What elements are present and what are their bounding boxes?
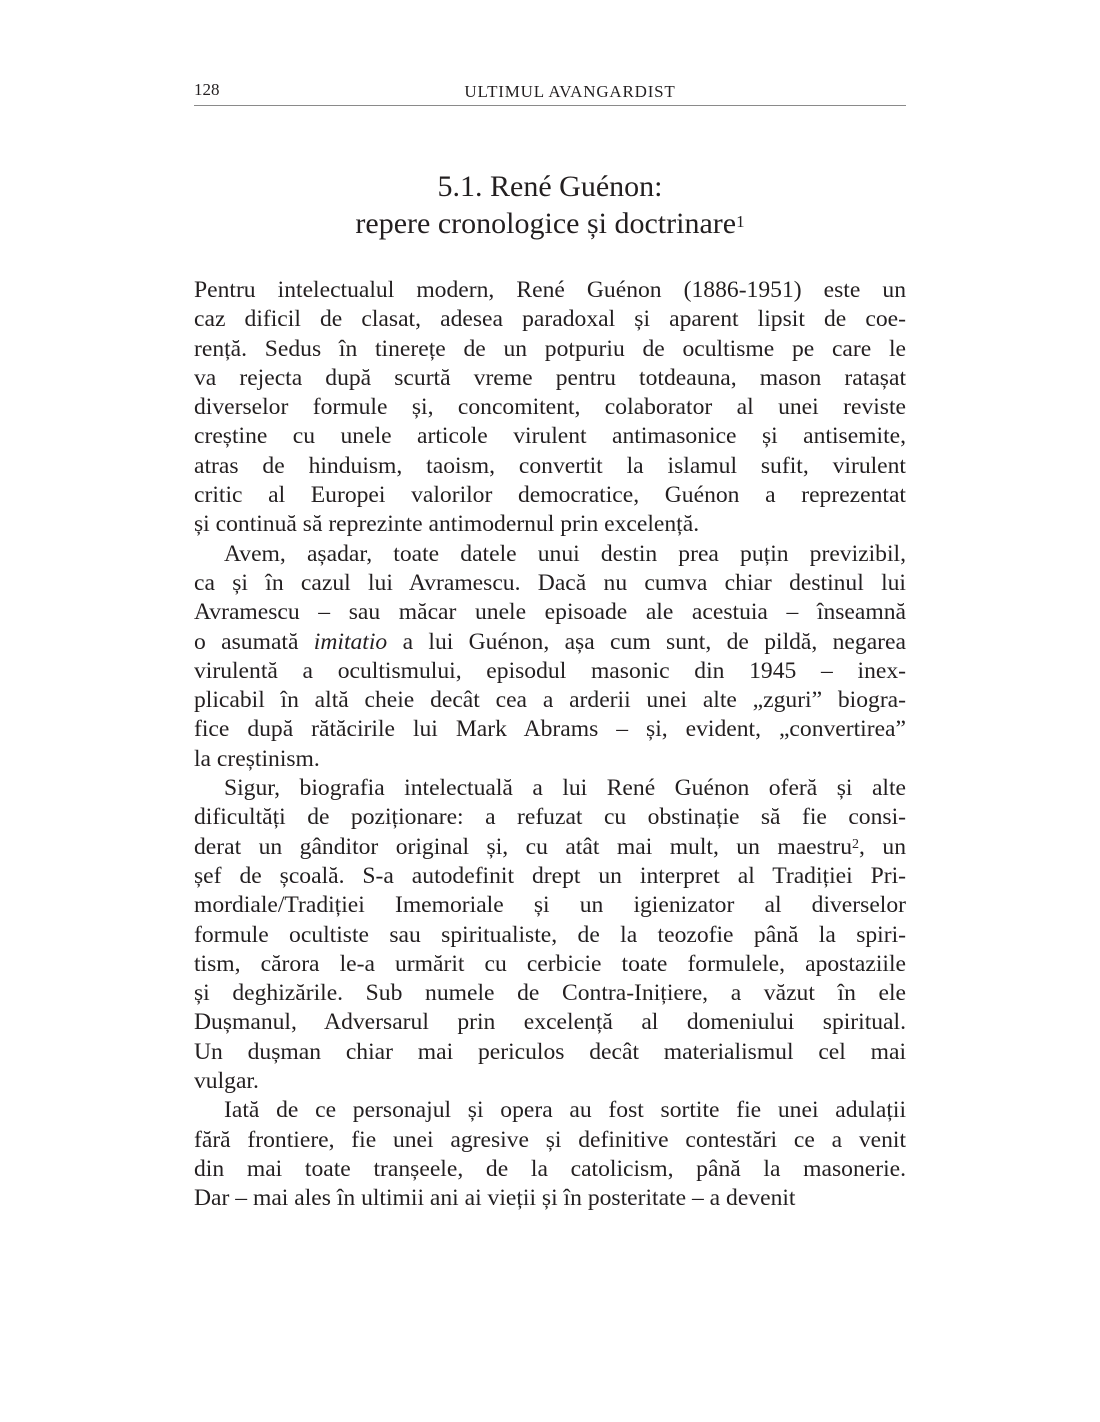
- text-line: plicabil în altă cheie decât cea a arderii unei alte „zguri” biogra-: [194, 687, 906, 714]
- body-text: [194, 276, 906, 1214]
- text-line: fără frontiere, fie unei agresive și definitive contestări ce a venit: [194, 1126, 906, 1153]
- text-line: caz dificil de clasat, adesea paradoxal și aparent lipsit de coe-: [194, 306, 906, 333]
- text-line: derat un gânditor original și, cu atât mai mult, un maestru$^2$, un: [194, 833, 906, 860]
- paragraph: [194, 540, 906, 774]
- page-number: 128: [194, 80, 220, 99]
- header-rule: [194, 105, 906, 106]
- text-line: Iată de ce personajul și opera au fost sortite fie unei adulații: [224, 1097, 906, 1124]
- text-line: mordiale/Tradiției Imemoriale și un igienizator al diverselor: [194, 892, 906, 919]
- text-line: Un dușman chiar mai periculos decât materialismul cel mai: [194, 1038, 906, 1065]
- text-line: creștine cu unele articole virulent antimasonice și antisemite,: [194, 423, 906, 450]
- text-line: Pentru intelectualul modern, René Guénon (1886-1951) este un: [194, 277, 906, 303]
- text-line: fice după rătăcirile lui Mark Abrams – și, evident, „convertirea”: [194, 716, 906, 743]
- section-title-line-2: repere cronologice și doctrinare$^1$: [355, 207, 745, 240]
- text-line: din mai toate tranșeele, de la catolicism, până la masonerie.: [194, 1155, 906, 1182]
- footnote-ref-2[interactable]: 2: [852, 836, 860, 852]
- text-line: Dar – mai ales în ultimii ani ai vieții și în posteritate – a devenit: [194, 1185, 796, 1212]
- text-line: dificultăți de poziționare: a refuzat cu obstinație să fie consi-: [194, 804, 906, 831]
- running-title: ULTIMUL AVANGARDIST: [464, 82, 676, 101]
- text-line: tism, cărora le-a urmărit cu cerbicie toate formulele, apostaziile: [194, 950, 906, 977]
- section-title-line-1: 5.1. René Guénon:: [437, 170, 663, 203]
- paragraph: [194, 1096, 906, 1213]
- text-line: rență. Sedus în tinerețe de un potpuriu de ocultisme pe care le: [194, 335, 906, 362]
- section-title: [194, 168, 906, 242]
- text-line: va rejecta după scurtă vreme pentru totdeauna, mason ratașat: [194, 364, 906, 391]
- text-line: formule ocultiste sau spiritualiste, de la teozofie până la spiri-: [194, 921, 906, 948]
- text-line: Sigur, biografia intelectuală a lui René Guénon oferă și alte: [224, 775, 906, 802]
- text-line: vulgar.: [194, 1068, 259, 1095]
- paragraph: [194, 774, 906, 1096]
- page-header: [194, 78, 906, 106]
- text-line: ca și în cazul lui Avramescu. Dacă nu cumva chiar destinul lui: [194, 569, 906, 596]
- text-line: și deghizările. Sub numele de Contra-Inițiere, a văzut în ele: [194, 980, 906, 1007]
- italic-term: imitatio: [313, 628, 388, 655]
- text-line: la creștinism.: [194, 745, 320, 772]
- text-line: virulentă a ocultismului, episodul masonic din 1945 – inex-: [194, 657, 906, 684]
- text-line: Avem, așadar, toate datele unui destin prea puțin previzibil,: [224, 540, 906, 567]
- paragraph: [194, 276, 906, 540]
- text-line: și continuă să reprezinte antimodernul prin excelență.: [194, 511, 700, 538]
- text-line: șef de școală. S-a autodefinit drept un interpret al Tradiției Pri-: [194, 862, 906, 889]
- text-line: Dușmanul, Adversarul prin excelență al domeniului spiritual.: [194, 1009, 906, 1036]
- text-line: Avramescu – sau măcar unele episoade ale acestuia – înseamnă: [194, 599, 906, 626]
- text-line: atras de hinduism, taoism, convertit la islamul sufit, virulent: [194, 452, 906, 479]
- text-line: o asumată imitatio a lui Guénon, așa cum sunt, de pildă, negarea: [194, 628, 906, 655]
- text-line: critic al Europei valorilor democratice, Guénon a reprezentat: [194, 482, 906, 509]
- footnote-ref-1[interactable]: 1: [736, 212, 745, 231]
- text-line: diverselor formule și, concomitent, colaborator al unei reviste: [194, 394, 906, 421]
